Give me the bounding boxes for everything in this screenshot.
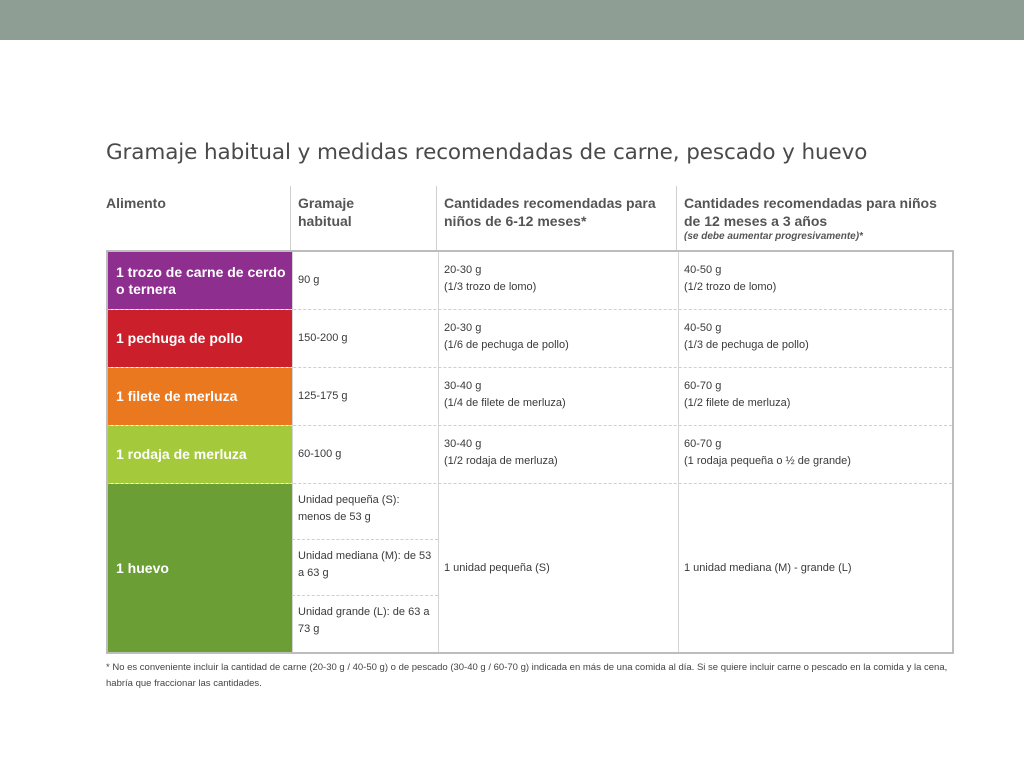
header-divider [676, 186, 677, 250]
egg-amount-6-12: 1 unidad pequeña (S) [444, 561, 550, 574]
food-label: 1 pechuga de pollo [108, 310, 292, 367]
amount-12-36-grams: 40-50 g [684, 322, 722, 334]
top-banner [0, 0, 1024, 40]
footnote: * No es conveniente incluir la cantidad de carne (20-30 g / 40-50 g) o de pescado (30-40 g / 60-70 g) indicada en más de una comida al día. Si se quiere incluir carne o pescado en la comida y la cena, habría que fraccionar las cantidades. [106, 662, 948, 689]
amount-6-12-grams: 20-30 g [444, 264, 482, 276]
header-6-12-meses: Cantidades recomendadas para niños de 6-12 meses* [444, 195, 656, 229]
gramaje-value: 90 g [298, 274, 320, 286]
amount-6-12-grams: 30-40 g [444, 380, 482, 392]
amount-12-36 [678, 310, 952, 367]
amount-12-36 [678, 252, 952, 309]
food-label: 1 rodaja de merluza [108, 426, 292, 483]
amount-12-36 [678, 426, 952, 483]
table-row [108, 310, 952, 368]
egg-size-medium: Unidad mediana (M): de 53 a 63 g [292, 540, 438, 596]
egg-size-small: Unidad pequeña (S): menos de 53 g [292, 484, 438, 540]
header-12-meses-3-anos-label: Cantidades recomendadas para niños de 12 meses a 3 años [684, 195, 937, 229]
header-alimento: Alimento [106, 195, 166, 211]
amount-6-12-portion: (1/2 rodaja de merluza) [444, 455, 558, 467]
egg-size-large: Unidad grande (L): de 63 a 73 g [298, 606, 430, 635]
header-note: (se debe aumentar progresivamente)* [684, 231, 863, 242]
header-12-meses-3-anos [684, 186, 950, 250]
gramaje-value: 150-200 g [298, 332, 348, 344]
food-label: 1 trozo de carne de cerdo o ternera [108, 252, 292, 309]
table-row-egg [108, 484, 952, 652]
amount-6-12-portion: (1/4 de filete de merluza) [444, 397, 566, 409]
amount-12-36-portion: (1/2 trozo de lomo) [684, 281, 777, 293]
food-label: 1 filete de merluza [108, 368, 292, 425]
amount-12-36-portion: (1/2 filete de merluza) [684, 397, 791, 409]
amount-6-12 [438, 368, 678, 425]
header-gramaje: Gramaje habitual [298, 195, 355, 229]
amount-6-12 [438, 426, 678, 483]
amount-12-36-portion: (1/3 de pechuga de pollo) [684, 339, 809, 351]
amount-6-12-portion: (1/6 de pechuga de pollo) [444, 339, 569, 351]
amount-12-36-grams: 40-50 g [684, 264, 722, 276]
header-divider [290, 186, 291, 250]
gramaje-value: 125-175 g [298, 390, 348, 402]
table-row [108, 426, 952, 484]
food-label: 1 huevo [108, 484, 292, 652]
amount-6-12 [438, 310, 678, 367]
amount-6-12-grams: 20-30 g [444, 322, 482, 334]
table-header [106, 186, 954, 250]
table-row [108, 252, 952, 310]
egg-amount-12-36: 1 unidad mediana (M) - grande (L) [684, 561, 852, 574]
amount-12-36 [678, 368, 952, 425]
amount-6-12-grams: 30-40 g [444, 438, 482, 450]
table-row [108, 368, 952, 426]
header-divider [436, 186, 437, 250]
nutrition-table [106, 250, 954, 654]
gramaje-value: 60-100 g [298, 448, 342, 460]
amount-12-36-grams: 60-70 g [684, 380, 722, 392]
amount-6-12-portion: (1/3 trozo de lomo) [444, 281, 537, 293]
page-title: Gramaje habitual y medidas recomendadas de carne, pescado y huevo [106, 140, 868, 165]
amount-6-12 [438, 252, 678, 309]
amount-12-36-portion: (1 rodaja pequeña o ½ de grande) [684, 455, 851, 467]
amount-12-36-grams: 60-70 g [684, 438, 722, 450]
